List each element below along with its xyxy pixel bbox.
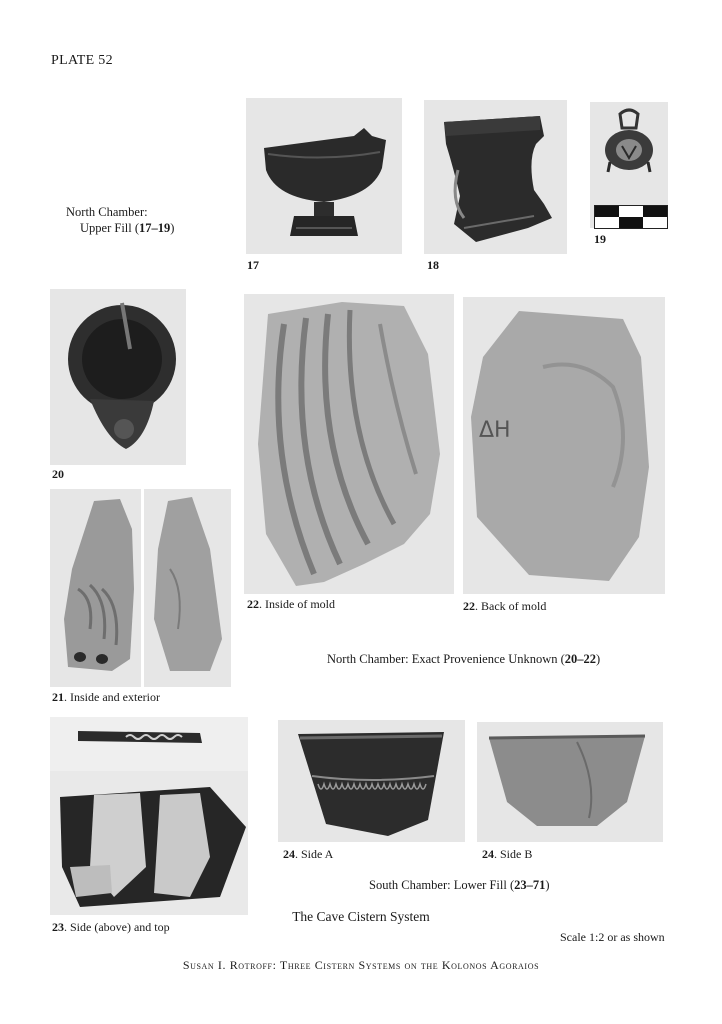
photo-22-inside-of-mold: [244, 294, 454, 594]
photo-20-lamp: [50, 289, 186, 465]
caption-22a-number: 22: [247, 597, 259, 611]
caption-24a: [283, 847, 333, 861]
scale-bar: [594, 205, 668, 229]
running-footer: Susan I. Rotroff: Three Cistern Systems on the Kolonos Agoraios: [182, 958, 540, 972]
photo-21-figurine: [50, 489, 231, 687]
caption-22b: [463, 599, 546, 613]
section-range: 17–19: [139, 221, 171, 235]
cup-image: [246, 98, 402, 254]
caption-17-number: 17: [247, 258, 259, 272]
plate-label: PLATE 52: [51, 53, 113, 68]
lamp-top-image: [50, 289, 186, 465]
caption-20-number: 20: [52, 467, 64, 481]
caption-19-number: 19: [594, 232, 606, 246]
mold-back-image: [463, 297, 665, 594]
section-north-upper-fill: [66, 204, 174, 236]
caption-24b: [482, 847, 532, 861]
jar-image: [424, 100, 567, 254]
caption-22a-text: . Inside of mold: [259, 597, 335, 611]
photo-22-back-of-mold: [463, 297, 665, 594]
figurine-image: [50, 489, 231, 687]
bowl-side-a-image: [278, 720, 465, 842]
section-south-label: South Chamber: Lower Fill: [369, 878, 507, 892]
caption-21-text: . Inside and exterior: [64, 690, 160, 704]
caption-23-text: . Side (above) and top: [64, 920, 170, 934]
section-exact-range: 20–22: [564, 652, 597, 666]
caption-24a-number: 24: [283, 847, 295, 861]
scale-note: Scale 1:2 or as shown: [560, 930, 665, 944]
caption-21: [52, 690, 160, 704]
caption-21-number: 21: [52, 690, 64, 704]
photo-23-red-figure-fragment: [50, 717, 248, 915]
section-south-lower-fill: South Chamber: Lower Fill (23–71): [369, 878, 550, 892]
mold-inside-image: [244, 294, 454, 594]
scale-bar-segment: [595, 206, 619, 217]
section-exact-label: North Chamber: Exact Provenience Unknown: [327, 652, 558, 666]
caption-22b-number: 22: [463, 599, 475, 613]
photo-24-side-b: [477, 722, 663, 842]
fragment-image: [50, 717, 248, 915]
caption-22a: [247, 597, 335, 611]
caption-20: [52, 467, 64, 481]
photo-24-side-a: [278, 720, 465, 842]
caption-17: [247, 258, 259, 272]
section-fill-label: Upper Fill: [80, 221, 132, 235]
section-south-range: 23–71: [514, 878, 546, 892]
section-title-line2: Upper Fill (17–19): [80, 221, 175, 235]
caption-18-number: 18: [427, 258, 439, 272]
caption-19: [594, 232, 606, 246]
caption-22b-text: . Back of mold: [475, 599, 547, 613]
section-north-exact-provenience: North Chamber: Exact Provenience Unknown (20–22): [327, 652, 601, 666]
scale-bar-segment: [619, 217, 643, 228]
photo-18-jar: [424, 100, 567, 254]
scale-bar-segment: [643, 206, 667, 217]
bowl-side-b-image: [477, 722, 663, 842]
caption-24a-text: . Side A: [295, 847, 334, 861]
caption-24b-number: 24: [482, 847, 494, 861]
mold-inscription: ΔΗ: [479, 418, 511, 443]
section-title-line1: North Chamber:: [66, 205, 148, 219]
caption-18: [427, 258, 439, 272]
photo-17-cup: [246, 98, 402, 254]
caption-23-number: 23: [52, 920, 64, 934]
caption-24b-text: . Side B: [494, 847, 533, 861]
system-title: The Cave Cistern System: [292, 909, 430, 924]
